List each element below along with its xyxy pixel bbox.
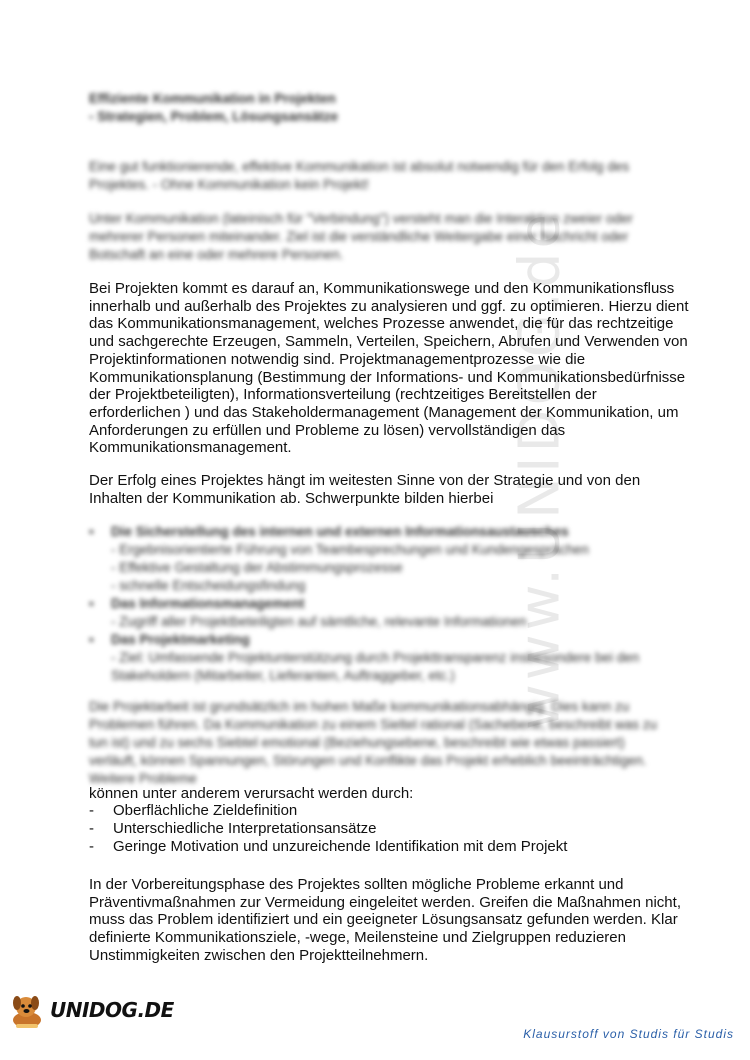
problems-list bbox=[89, 802, 689, 856]
problems-paragraph-tail bbox=[89, 785, 689, 803]
focus-subitem: - Ergebnisorientierte Führung von Teambesprechungen und Kundengesprächen bbox=[111, 542, 589, 557]
projects-paragraph-text: Bei Projekten kommt es darauf an, Kommunikationswege und den Kommunikationsfluss innerhalb und außerhalb des Projektes zu analysieren und ggf. zu optimieren. Hierzu dient das Kommunikationsmanagement, welches Prozesse anwendet, die für das rechtzeitige und sachgerechte Erzeugen, Sammeln, Verteilen, Speichern, Abrufen und Verwenden von Projektinformationen notwendig sind. Projektmanagementprozesse wie die Kommunikationsplanung (Bestimmung der Informations- und Kommunikationsbedürfnisse der Projektbeteiligten), Informationsverteilung (rechtzeitiges Bereitstellen der erforderlichen ) und das Stakeholdermanagement (Management der Kommunikation, um Anforderungen zu erfüllen und Probleme zu lösen) vervollständigen das Kommunikationsmanagement. bbox=[89, 280, 689, 457]
problem-item: - Oberflächliche Zieldefinition bbox=[89, 802, 689, 820]
focus-list bbox=[89, 523, 669, 685]
focus-item bbox=[89, 631, 669, 685]
document-heading bbox=[89, 90, 649, 126]
focus-item bbox=[89, 595, 669, 631]
focus-subitem: - Zugriff aller Projektbeteiligten auf sämtliche, relevante Informationen bbox=[111, 614, 527, 629]
projects-paragraph bbox=[89, 280, 689, 457]
prevention-paragraph bbox=[89, 876, 689, 965]
problem-item: - Unterschiedliche Interpretationsansätze bbox=[89, 820, 689, 838]
focus-subitem: - schnelle Entscheidungsfindung bbox=[111, 578, 306, 593]
focus-item-heading: ▪ Das Projektmarketing bbox=[89, 631, 669, 649]
document-title: Effiziente Kommunikation in Projekten bbox=[89, 91, 336, 106]
focus-subitem: - Effektive Gestaltung der Abstimmungsprozesse bbox=[111, 560, 403, 575]
focus-item bbox=[89, 523, 669, 595]
intro-paragraph-1: Eine gut funktionierende, effektive Kommunikation ist absolut notwendig für den Erfolg des Projektes. - Ohne Kommunikation kein Projekt! bbox=[89, 159, 630, 192]
focus-item-heading: ▪ Die Sicherstellung des internen und externen Informationsaustausches bbox=[89, 523, 669, 541]
focus-item-heading: ▪ Das Informationsmanagement bbox=[89, 595, 669, 613]
success-paragraph-text: Der Erfolg eines Projektes hängt im weitesten Sinne von der Strategie und von den Inhalten der Kommunikation ab. Schwerpunkte bilden hierbei bbox=[89, 472, 641, 507]
watermark: www.UNIDOG.de bbox=[507, 210, 573, 730]
success-paragraph bbox=[89, 472, 689, 507]
problem-item: - Geringe Motivation und unzureichende Identifikation mit dem Projekt bbox=[89, 838, 689, 856]
intro-paragraph-2: Unter Kommunikation (lateinisch für "Verbindung") versteht man die Interaktion zweier oder mehrerer Personen miteinander. Ziel ist die verständliche Weitergabe einer Nachricht oder Botschaft an eine oder mehrere Personen. bbox=[89, 211, 633, 262]
unidog-logo bbox=[6, 990, 174, 1030]
document-subtitle: - Strategien, Problem, Lösungsansätze bbox=[89, 109, 339, 124]
dog-mascot-icon bbox=[6, 990, 48, 1030]
prevention-paragraph-text: In der Vorbereitungsphase des Projektes sollten mögliche Probleme erkannt und Präventivmaßnahmen zur Vermeidung eingeleitet werden. Greifen die Maßnahmen nicht, muss das Problem identifiziert und ein geeigneter Lösungsansatz gefunden werden. Klar definierte Kommunikationsziele, -wege, Meilensteine und Zielgruppen reduzieren Unstimmigkeiten zwischen den Projektteilnehmern. bbox=[89, 876, 681, 964]
footer-tagline: Klausurstoff von Studis für Studis bbox=[523, 1027, 734, 1041]
problems-paragraph-tail-text: können unter anderem verursacht werden durch: bbox=[89, 785, 414, 802]
focus-subitem: - Ziel: Umfassende Projektunterstützung durch Projekttransparenz insbesondere bei den Stakeholdern (Mitarbeiter, Lieferanten, Auftraggeber, etc.) bbox=[111, 650, 640, 683]
logo-text: UNIDOG.DE bbox=[50, 998, 174, 1022]
problems-paragraph: Die Projektarbeit ist grundsätzlich im hohen Maße kommunikationsabhängig. Dies kann zu Problemen führen. Da Kommunikation zu einem Sieltel rational (Sachebene, beschreibt was zu tun ist) und zu sechs Siebtel emotional (Beziehungsebene, beschreibt wie etwas passiert) verläuft, können Spannungen, Störungen und Konflikte das Projekt erheblich beeinträchtigen. Weitere Probleme bbox=[89, 699, 658, 786]
